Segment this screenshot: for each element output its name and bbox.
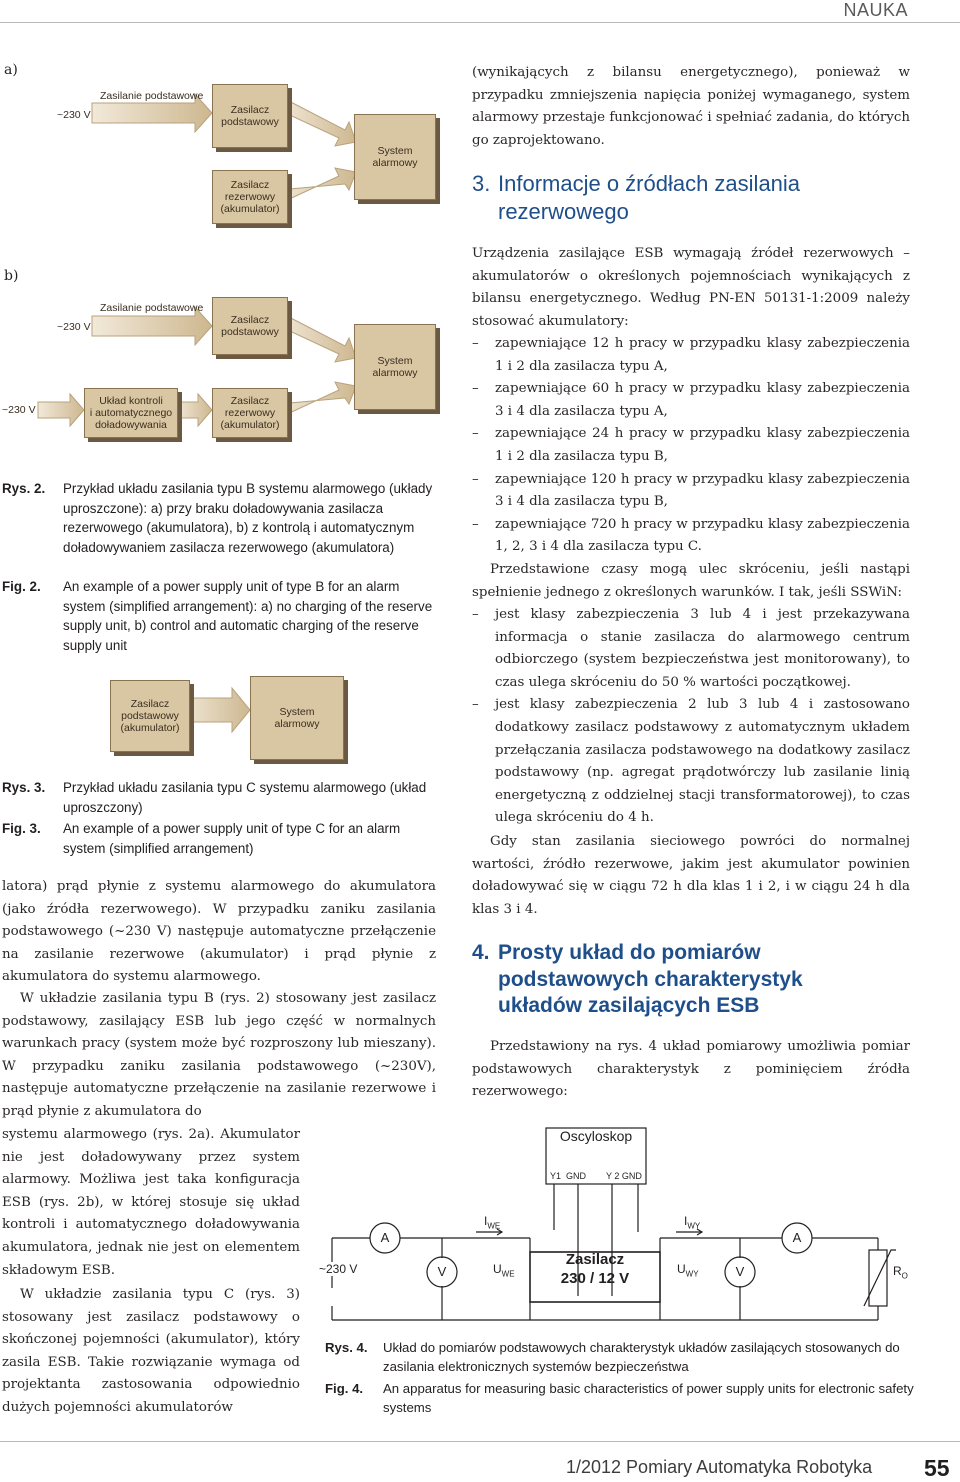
osc-y1 — [550, 1171, 586, 1181]
fig2-caption-pl-key: Rys. 2. — [2, 481, 46, 496]
fig2b-line-label: Zasilanie podstawowe — [100, 302, 204, 314]
fig2a-voltage: ~230 V — [57, 109, 91, 121]
current-in-label — [484, 1214, 500, 1230]
list-item-text: zapewniające 12 h pracy w przypadku klasy zabezpieczenia 1 i 2 dla zasilacza typu A, — [495, 336, 910, 374]
load-symbol: R — [893, 1264, 902, 1278]
voltage-in-label — [493, 1262, 515, 1278]
header-rule — [0, 22, 960, 23]
section-label: NAUKA — [843, 0, 908, 20]
requirements-list — [472, 333, 910, 559]
section-3-number: 3. — [472, 171, 491, 196]
list-item: – zapewniające 60 h pracy w przypadku klasy zabezpieczenia 3 i 4 dla zasilacza typu A, — [472, 381, 910, 419]
fig2-caption-pl — [2, 479, 442, 557]
fig2b-voltage-top: ~230 V — [57, 321, 91, 333]
fig2-caption-en-key: Fig. 2. — [2, 579, 41, 594]
section-3-title: Informacje o źródłach zasilania rezerwowego — [498, 171, 801, 224]
list-item: – zapewniające 12 h pracy w przypadku klasy zabezpieczenia 1 i 2 dla zasilacza typu A, — [472, 336, 910, 374]
current-out-label — [684, 1214, 700, 1230]
fig2a-system-box: System alarmowy — [354, 114, 436, 200]
fig4-circuit — [316, 1120, 922, 1330]
section-3-heading — [472, 170, 910, 226]
right-paragraph-3: Gdy stan zasilania sieciowego powróci do normalnej wartości, źródło rezerwowe, jakim jest akumulator powinien doładowywać się w ciągu 72 h dla klas 1 i 2, i w ciągu 24 h dla klas 3 i 4. — [472, 834, 910, 917]
section-4-number: 4. — [472, 941, 490, 964]
voltage-out-label — [677, 1262, 699, 1278]
right-paragraph-4: Przedstawiony na rys. 4 układ pomiarowy umożliwia pomiar podstawowych charakterystyk z pominięciem źródła rezerwowego: — [472, 1039, 910, 1100]
load-label — [893, 1264, 908, 1280]
left-paragraph-1: latora) prąd płynie z systemu alarmowego do akumulatora (jako źródła rezerwowego). W przypadku zaniku zasilania podstawowego (~230 V) następuje automatyczne przełączenie na zasilanie rezerwowe (akumulator) i prąd płynie z akumulatora do systemu alarmowego. — [2, 879, 436, 985]
list-item-text: jest klasy zabezpieczenia 3 lub 4 i jest przekazywana informacja o stanie zasilacza do alarmowego centrum odbiorczego (system bezpieczeństwa jest monitorowany), to czas ulega skróceniu do 50 % wartości początkowej. — [495, 607, 910, 690]
fig3-caption-pl — [2, 778, 442, 817]
list-item: – zapewniające 720 h pracy w przypadku klasy zabezpieczenia 1, 2, 3 i 4 dla zasilacza typu C. — [472, 516, 910, 555]
fig2a-line-label: Zasilanie podstawowe — [100, 90, 204, 102]
page-number: 55 — [924, 1455, 950, 1481]
voltage-out-sub: WY — [685, 1269, 699, 1279]
fig4-caption-pl — [325, 1338, 915, 1376]
list-item: – jest klasy zabezpieczenia 2 lub 3 lub 4 i zastosowano dodatkowy zasilacz podstawowy z automatycznym układem przełączania zasilacza podstawowego na dodatkowy zasilacz podstawowy (np. agregat prądotwórczy lub zasilanie linią energetyczną z oddzielnej stacji transformatorowej), to czas ulega skróceniu do 4 h. — [472, 697, 910, 826]
journal-title: 1/2012 Pomiary Automatyka Robotyka — [566, 1457, 873, 1477]
fig4-caption-pl-text: Układ do pomiarów podstawowych charakterystyk układów zasilających stosowanych do zasilania elektronicznych systemów bezpieczeństwa — [383, 1340, 900, 1374]
fig3-primary-box: Zasilacz podstawowy (akumulator) — [110, 680, 190, 752]
fig3-caption-pl-text: Przykład układu zasilania typu C systemu alarmowego (układ uproszczony) — [63, 780, 427, 815]
fig2-caption-en — [2, 577, 442, 655]
left-paragraph-2b: systemu alarmowego (rys. 2a). Akumulator nie jest doładowywany przez system alarmowy. Możliwa jest taka konfiguracja ESB (rys. 2b), w której stosuje się układ kontroli i automatycznego doładowywania akumulatora, jednak nie jest on elementem składowym ESB. — [2, 1127, 300, 1278]
current-in-sub: WE — [487, 1221, 501, 1231]
fig2a-label: a) — [4, 62, 18, 78]
fig2b-voltage-left: ~230 V — [2, 404, 36, 416]
fig2a-reserve-box: Zasilacz rezerwowy (akumulator) — [212, 170, 288, 224]
fig2b-label: b) — [4, 268, 19, 284]
psu-label-line1: Zasilacz — [565, 1251, 625, 1268]
fig4-caption-en — [325, 1379, 915, 1417]
fig2a-primary-box: Zasilacz podstawowy — [212, 84, 288, 148]
footer-rule — [0, 1441, 960, 1442]
voltage-out-symbol: U — [677, 1262, 686, 1276]
osc-y1-text: Y1 — [550, 1171, 562, 1181]
fig4-caption-en-text: An apparatus for measuring basic characteristics of power supply units for electronic safety systems — [383, 1381, 914, 1415]
current-out-sub: WY — [687, 1221, 701, 1231]
section-4-title: Prosty układ do pomiarów podstawowych charakterystyk układów zasilających ESB — [498, 941, 803, 1017]
right-paragraph-2: Przedstawione czasy mogą ulec skróceniu, jeśli nastąpi spełnienie jednego z określonych warunków. I tak, jeśli SSWiN: — [472, 562, 910, 600]
list-item-text: zapewniające 60 h pracy w przypadku klasy zabezpieczenia 3 i 4 dla zasilacza typu A, — [495, 381, 910, 419]
left-paragraph-2a: W układzie zasilania typu B (rys. 2) stosowany jest zasilacz podstawowy, zasilający ESB lub jego część w normalnych warunkach pracy (system może być rozproszony lub mieszany). W przypadku zaniku zasilania podstawowego (~230V), następuje automatyczne przełączenie na zasilanie rezerwowe i prąd płynie z akumulatora do — [2, 991, 436, 1119]
fig3-caption-en — [2, 819, 442, 858]
voltage-in-sub: WE — [501, 1269, 515, 1279]
osc-y2-text: Y 2 — [606, 1171, 620, 1181]
ammeter-out-label: A — [792, 1230, 802, 1245]
section-4-heading — [472, 940, 910, 1020]
fig3-caption-en-key: Fig. 3. — [2, 821, 41, 836]
conditions-list — [472, 604, 910, 830]
right-paragraph-0: (wynikających z bilansu energetycznego), ponieważ w przypadku zmniejszenia napięcia poniżej wymaganego, system alarmowy przestaje funkcjonować i spełniać zadania, do których go zaprojektowano. — [472, 65, 910, 148]
fig3-system-box: System alarmowy — [250, 676, 344, 760]
right-paragraph-1: Urządzenia zasilające ESB wymagają źródeł rezerwowych – akumulatorów o określonych pojemnościach wynikających z bilansu energetycznego. Według PN-EN 50131-1:2009 należy stosować akumulatory: — [472, 246, 910, 329]
list-item-text: zapewniające 720 h pracy w przypadku klasy zabezpieczenia 1, 2, 3 i 4 dla zasilacza typu C. — [495, 516, 910, 555]
fig2-caption-pl-text: Przykład układu zasilania typu B systemu alarmowego (układy uproszczone): a) przy braku doładowywania zasilacza rezerwowego (akumulatora), b) z kontrolą i automatycznym doładowywaniem zasilacza rezerwowego (akumulatora) — [63, 481, 433, 555]
psu-label-line2: 230 / 12 V — [560, 1270, 630, 1287]
list-item: – zapewniające 24 h pracy w przypadku klasy zabezpieczenia 1 i 2 dla zasilacza typu B, — [472, 426, 910, 464]
fig2b-control-box: Układ kontroli i automatycznego doładowywania — [84, 388, 178, 438]
fig2b-primary-box: Zasilacz podstawowy — [212, 297, 288, 355]
current-in-symbol: I — [484, 1214, 488, 1228]
load-sub: O — [901, 1271, 908, 1281]
list-item-text: zapewniające 24 h pracy w przypadku klasy zabezpieczenia 1 i 2 dla zasilacza typu B, — [495, 426, 910, 464]
left-paragraph-3: W układzie zasilania typu C (rys. 3) stosowany jest zasilacz podstawowy o skończonej pojemności (akumulator), który zasila ESB. Takie rozwiązanie wymaga od projektanta zastosowania odpowiednio dużych pojemności akumulatorów — [2, 1287, 300, 1415]
fig3-caption-en-text: An example of a power supply unit of type C for an alarm system (simplified arrangement) — [63, 821, 401, 856]
list-item: – jest klasy zabezpieczenia 3 lub 4 i jest przekazywana informacja o stanie zasilacza do alarmowego centrum odbiorczego (system bezpieczeństwa jest monitorowany), to czas ulega skróceniu do 50 % wartości początkowej. — [472, 607, 910, 690]
fig2-caption-en-text: An example of a power supply unit of type B for an alarm system (simplified arrangement): a) no charging of the reserve supply unit, b) control and automatic charging of the reserve supply unit — [63, 579, 433, 653]
fig3-caption-pl-key: Rys. 3. — [2, 780, 46, 795]
current-out-symbol: I — [684, 1214, 688, 1228]
fig2b-system-box: System alarmowy — [354, 324, 436, 410]
ammeter-in-label: A — [380, 1230, 390, 1245]
osc-gnd2-text: GND — [621, 1171, 642, 1181]
psu-label — [530, 1250, 660, 1288]
fig4-caption-pl-key: Rys. 4. — [325, 1340, 368, 1355]
voltage-in-symbol: U — [493, 1262, 502, 1276]
list-item-text: zapewniające 120 h pracy w przypadku klasy zabezpieczenia 3 i 4 dla zasilacza typu B, — [495, 471, 910, 510]
list-item: – zapewniające 120 h pracy w przypadku klasy zabezpieczenia 3 i 4 dla zasilacza typu B, — [472, 471, 910, 510]
oscilloscope-label: Oscyloskop — [559, 1128, 633, 1144]
list-item-text: jest klasy zabezpieczenia 2 lub 3 lub 4 i zastosowano dodatkowy zasilacz podstawowy z automatycznym układem przełączania zasilacza podstawowego na dodatkowy zasilacz podstawowy (np. agregat prądotwórczy lub zasilanie linią energetyczną z oddzielnej stacji transformatorowej), to czas ulega skróceniu do 4 h. — [495, 697, 910, 826]
osc-gnd1-text: GND — [566, 1171, 587, 1181]
voltmeter-out-label: V — [735, 1264, 745, 1279]
fig2b-reserve-box: Zasilacz rezerwowy (akumulator) — [212, 388, 288, 438]
osc-y2 — [606, 1171, 642, 1181]
source-voltage-label: ~230 V — [319, 1262, 358, 1276]
voltmeter-in-label: V — [437, 1264, 447, 1279]
fig4-caption-en-key: Fig. 4. — [325, 1381, 364, 1396]
